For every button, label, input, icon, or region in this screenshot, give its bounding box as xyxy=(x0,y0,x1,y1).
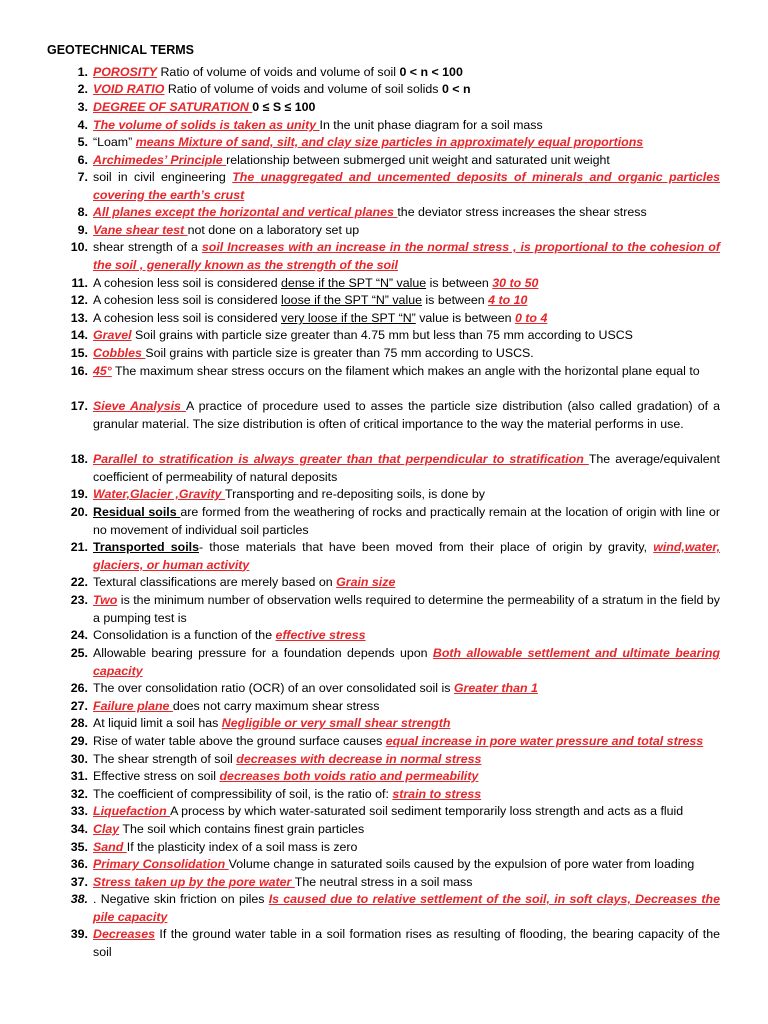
item-text xyxy=(93,786,720,804)
item-text xyxy=(93,839,720,857)
term-text: loose if the SPT “N” value xyxy=(281,293,422,307)
item-number: 26. xyxy=(70,681,88,695)
item-number: 23. xyxy=(70,593,88,607)
item-text xyxy=(93,821,720,839)
item-number: 10. xyxy=(70,240,88,254)
item-text xyxy=(93,398,720,433)
term-text: is the minimum number of observation wells required to determine the permeability of a stratum in the field by a pumping test is xyxy=(93,593,720,625)
item-text xyxy=(93,327,720,345)
answer-text: 45° xyxy=(93,364,112,378)
item-number: 13. xyxy=(70,311,88,325)
term-text: the deviator stress increases the shear stress xyxy=(397,205,647,219)
term-text: 0 ≤ S ≤ 100 xyxy=(252,100,316,114)
item-number: 30. xyxy=(70,752,88,766)
term-text: If the plasticity index of a soil mass is zero xyxy=(126,840,358,854)
item-number: 29. xyxy=(70,734,88,748)
answer-text: Decreases xyxy=(93,927,156,941)
term-text: The over consolidation ratio (OCR) of an over consolidated soil is xyxy=(93,681,454,695)
item-text xyxy=(93,751,720,769)
item-text xyxy=(93,645,720,680)
answer-text: Grain size xyxy=(336,575,396,589)
term-text: A cohesion less soil is considered xyxy=(93,293,282,307)
item-text xyxy=(93,222,720,240)
item-text xyxy=(93,856,720,874)
term-text: - those materials that have been moved from their place of origin by gravity, xyxy=(198,540,654,554)
answer-text: Parallel to stratification is always greater than that perpendicular to stratification xyxy=(93,452,589,466)
answer-text: Archimedes’ Principle xyxy=(93,153,227,167)
answer-text: equal increase in pore water pressure and total stress xyxy=(385,734,704,748)
item-number: 32. xyxy=(70,787,88,801)
answer-text: Stress taken up by the pore water xyxy=(93,875,295,889)
item-number: 33. xyxy=(70,804,88,818)
term-text: The neutral stress in a soil mass xyxy=(294,875,473,889)
item-text xyxy=(93,345,720,363)
item-text xyxy=(93,81,720,99)
item-text xyxy=(93,504,720,539)
term-text: is between xyxy=(421,293,489,307)
answer-text: Two xyxy=(93,593,118,607)
term-text: Textural classifications are merely based on xyxy=(93,575,337,589)
answer-text: VOID RATIO xyxy=(93,82,165,96)
term-text: Transporting and re-depositing soils, is done by xyxy=(225,487,485,501)
item-text xyxy=(93,926,720,961)
item-number: 9. xyxy=(77,223,88,237)
item-text xyxy=(93,733,720,751)
answer-text: Negligible or very small shear strength xyxy=(221,716,451,730)
item-number: 3. xyxy=(77,100,88,114)
answer-text: 4 to 10 xyxy=(488,293,528,307)
term-text: The maximum shear stress occurs on the filament which makes an angle with the horizontal plane equal to xyxy=(111,364,700,378)
item-number: 7. xyxy=(77,170,88,184)
answer-text: Cobbles xyxy=(93,346,146,360)
answer-text: POROSITY xyxy=(93,65,158,79)
item-text xyxy=(93,292,720,310)
item-number: 16. xyxy=(70,364,88,378)
term-text: The average/equivalent coefficient of permeability of natural deposits xyxy=(93,452,720,484)
item-number: 34. xyxy=(70,822,88,836)
item-text xyxy=(93,451,720,486)
item-text xyxy=(93,680,720,698)
answer-text: Water,Glacier ,Gravity xyxy=(93,487,226,501)
item-text xyxy=(93,64,720,82)
item-text xyxy=(93,698,720,716)
term-text: 0 < n < 100 xyxy=(399,65,463,79)
item-text xyxy=(93,152,720,170)
answer-text: Sand xyxy=(93,840,127,854)
item-number: 21. xyxy=(70,540,88,554)
item-number: 20. xyxy=(70,505,88,519)
answer-text: Is caused due to relative settlement of the soil, in soft clays, Decreases the pile capacity xyxy=(93,892,720,924)
term-text: . Negative skin friction on piles xyxy=(93,892,269,906)
item-text xyxy=(93,363,720,381)
term-text: dense if the SPT “N” value xyxy=(281,276,427,290)
answer-text: Vane shear test xyxy=(93,223,188,237)
answer-text: decreases with decrease in normal stress xyxy=(236,752,482,766)
item-number: 19. xyxy=(70,487,88,501)
answer-text: Primary Consolidation xyxy=(93,857,229,871)
item-number: 6. xyxy=(77,153,88,167)
term-text: value is between xyxy=(415,311,515,325)
item-number: 31. xyxy=(70,769,88,783)
item-number: 22. xyxy=(70,575,88,589)
answer-text: Sieve Analysis xyxy=(93,399,187,413)
item-number: 11. xyxy=(71,276,88,290)
item-number: 18. xyxy=(70,452,88,466)
item-text xyxy=(93,134,720,152)
answer-text: Liquefaction xyxy=(93,804,171,818)
term-text: shear strength of a xyxy=(93,240,202,254)
term-text: The coefficient of compressibility of soil, is the ratio of: xyxy=(93,787,393,801)
answer-text: DEGREE OF SATURATION xyxy=(93,100,253,114)
answer-text: Both allowable settlement and ultimate bearing capacity xyxy=(93,646,720,678)
answer-text: decreases both voids ratio and permeability xyxy=(219,769,479,783)
item-text xyxy=(93,715,720,733)
term-text: A cohesion less soil is considered xyxy=(93,311,282,325)
item-number: 8. xyxy=(77,205,88,219)
item-number: 17. xyxy=(70,399,88,413)
item-number: 38. xyxy=(70,892,88,906)
term-text: Soil grains with particle size is greater than 75 mm according to USCS. xyxy=(145,346,534,360)
term-text: Effective stress on soil xyxy=(93,769,220,783)
item-text xyxy=(93,275,720,293)
item-number: 2. xyxy=(77,82,88,96)
item-text xyxy=(93,803,720,821)
item-text xyxy=(93,874,720,892)
term-text: Residual soils xyxy=(93,505,181,519)
term-text: Ratio of volume of voids and volume of soil solids xyxy=(164,82,442,96)
term-text: does not carry maximum shear stress xyxy=(172,699,380,713)
term-text: soil in civil engineering xyxy=(93,170,233,184)
term-text: relationship between submerged unit weight and saturated unit weight xyxy=(226,153,610,167)
term-text: 0 < n xyxy=(441,82,471,96)
term-text: The shear strength of soil xyxy=(93,752,237,766)
item-number: 28. xyxy=(70,716,88,730)
term-text: Volume change in saturated soils caused by the expulsion of pore water from loading xyxy=(228,857,695,871)
item-text xyxy=(93,891,720,926)
item-text xyxy=(93,310,720,328)
item-text xyxy=(93,99,720,117)
item-text xyxy=(93,768,720,786)
item-number: 4. xyxy=(77,118,88,132)
answer-text: 0 to 4 xyxy=(514,311,548,325)
answer-text: wind,water, glaciers, or human activity xyxy=(93,540,721,572)
item-number: 24. xyxy=(70,628,88,642)
term-text: is between xyxy=(426,276,493,290)
item-number: 5. xyxy=(77,135,88,149)
answer-text: 30 to 50 xyxy=(492,276,539,290)
item-text xyxy=(93,592,720,627)
item-number: 27. xyxy=(70,699,88,713)
item-number: 37. xyxy=(70,875,88,889)
item-text xyxy=(93,239,720,274)
answer-text: Greater than 1 xyxy=(453,681,538,695)
answer-text: The unaggregated and uncemented deposits of minerals and organic particles covering the earth’s crust xyxy=(93,170,720,202)
item-text xyxy=(93,117,720,135)
answer-text: All planes except the horizontal and vertical planes xyxy=(93,205,398,219)
item-number: 25. xyxy=(70,646,88,660)
term-text: Allowable bearing pressure for a foundation depends upon xyxy=(93,646,433,660)
item-number: 36. xyxy=(70,857,88,871)
term-text: very loose if the SPT “N” xyxy=(281,311,416,325)
item-text xyxy=(93,627,720,645)
item-text xyxy=(93,204,720,222)
term-text: The soil which contains finest grain particles xyxy=(119,822,365,836)
term-text: A practice of procedure used to asses the particle size distribution (also called gradation) of a granular material. The size distribution is often of critical importance to the way the material performs in use. xyxy=(93,399,720,431)
term-text: Soil grains with particle size greater than 4.75 mm but less than 75 mm according to USCS xyxy=(131,328,633,342)
term-text: are formed from the weathering of rocks and practically remain at the location of origin with line or no movement of individual soil particles xyxy=(93,505,720,537)
answer-text: The volume of solids is taken as unity xyxy=(93,118,320,132)
term-text: At liquid limit a soil has xyxy=(93,716,222,730)
item-text xyxy=(93,539,720,574)
item-text xyxy=(93,169,720,204)
item-number: 39. xyxy=(70,927,88,941)
item-text xyxy=(93,486,720,504)
term-text: In the unit phase diagram for a soil mass xyxy=(319,118,543,132)
answer-text: soil Increases with an increase in the normal stress , is proportional to the cohesion of the soil , generally known as the strength of the soil xyxy=(93,240,720,272)
item-number: 15. xyxy=(70,346,88,360)
answer-text: Gravel xyxy=(93,328,132,342)
term-text: A cohesion less soil is considered xyxy=(93,276,282,290)
answer-text: effective stress xyxy=(275,628,366,642)
term-text: If the ground water table in a soil formation rises as resulting of flooding, the bearing capacity of the soil xyxy=(93,927,720,959)
term-text: Rise of water table above the ground surface causes xyxy=(93,734,386,748)
term-text: Transported soils xyxy=(93,540,199,554)
item-number: 35. xyxy=(70,840,88,854)
term-text: Consolidation is a function of the xyxy=(93,628,276,642)
answer-text: Failure plane xyxy=(93,699,173,713)
item-number: 14. xyxy=(70,328,88,342)
answer-text: Clay xyxy=(93,822,120,836)
term-text: “Loam” xyxy=(93,135,136,149)
term-text: A process by which water-saturated soil sediment temporarily loss strength and acts as a fluid xyxy=(170,804,684,818)
answer-text: means Mixture of sand, silt, and clay size particles in approximately equal proportions xyxy=(135,135,644,149)
item-text xyxy=(93,574,720,592)
item-number: 12. xyxy=(70,293,88,307)
document-title: GEOTECHNICAL TERMS xyxy=(47,43,194,57)
term-text: not done on a laboratory set up xyxy=(187,223,360,237)
item-number: 1. xyxy=(77,65,88,79)
term-text: Ratio of volume of voids and volume of soil xyxy=(157,65,400,79)
answer-text: strain to stress xyxy=(392,787,482,801)
